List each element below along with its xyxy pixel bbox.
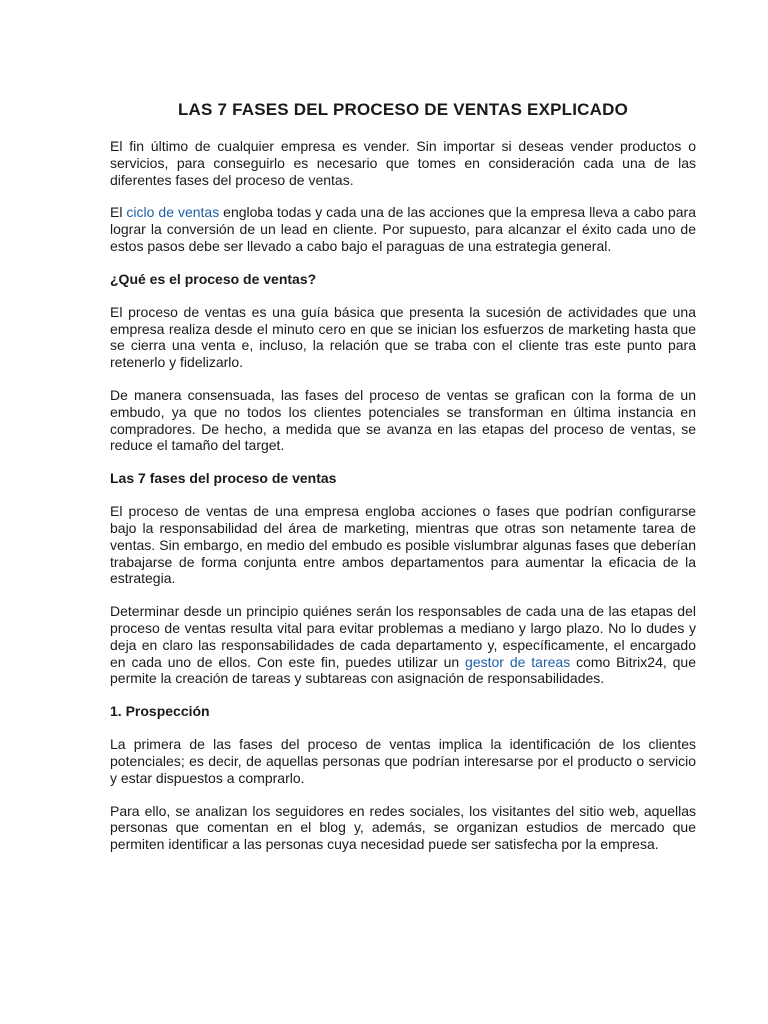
- ciclo-text-after: engloba todas y cada una de las acciones que la empresa lleva a cabo para lograr la conversión de un lead en cliente. Por supuesto, para alcanzar el éxito cada uno de estos pasos debe ser llevado a cabo bajo el paraguas de una estrategia general.: [110, 204, 696, 254]
- fases-paragraph: El proceso de ventas de una empresa engloba acciones o fases que podrían configurarse bajo la responsabilidad del área de marketing, mientras que otras son netamente tarea de ventas. Sin embargo, en medio del embudo es posible vislumbrar algunas fases que deberían trabajarse de forma conjunta entre ambos departamentos para aumentar la eficacia de la estrategia.: [110, 503, 696, 587]
- responsables-paragraph: [110, 603, 696, 687]
- heading-siete-fases: Las 7 fases del proceso de ventas: [110, 470, 337, 487]
- heading-prospeccion: 1. Prospección: [110, 703, 210, 720]
- prospeccion-paragraph-1: La primera de las fases del proceso de ventas implica la identificación de los clientes potenciales; es decir, de aquellas personas que podrían interesarse por el producto o servicio y estar dispuestos a comprarlo.: [110, 736, 696, 786]
- responsables-text-after: como Bitrix24, que permite la creación de tareas y subtareas con asignación de responsabilidades.: [110, 653, 696, 687]
- prospeccion-paragraph-2: Para ello, se analizan los seguidores en redes sociales, los visitantes del sitio web, aquellas personas que comentan en el blog y, además, se organizan estudios de mercado que permiten identificar a las personas cuya necesidad puede ser satisfecha por la empresa.: [110, 802, 696, 853]
- heading-que-es: ¿Qué es el proceso de ventas?: [110, 270, 317, 287]
- ciclo-paragraph: [110, 204, 696, 254]
- ciclo-de-ventas-link[interactable]: ciclo de ventas: [126, 204, 220, 221]
- ciclo-text-before: El: [110, 204, 127, 221]
- definition-paragraph: El proceso de ventas es una guía básica que presenta la sucesión de actividades que una empresa realiza desde el minuto cero en que se inician los esfuerzos de marketing hasta que se cierra una venta e, incluso, la relación que se traba con el cliente tras este punto para retenerlo y fidelizarlo.: [110, 303, 696, 371]
- intro-paragraph: El fin último de cualquier empresa es vender. Sin importar si deseas vender productos o servicios, para conseguirlo es necesario que tomes en consideración cada una de las diferentes fases del proceso de ventas.: [110, 138, 696, 188]
- responsables-text-before: Determinar desde un principio quiénes serán los responsables de cada una de las etapas del proceso de ventas resulta vital para evitar problemas a mediano y largo plazo. No lo dudes y deja en claro las responsabilidades de cada departamento y, específicamente, el encargado en cada uno de ellos. Con este fin, puedes utilizar un: [110, 603, 696, 670]
- document-title: LAS 7 FASES DEL PROCESO DE VENTAS EXPLICADO: [177, 100, 629, 119]
- gestor-de-tareas-link[interactable]: gestor de tareas: [465, 653, 571, 670]
- embudo-paragraph: De manera consensuada, las fases del proceso de ventas se grafican con la forma de un embudo, ya que no todos los clientes potenciales se transforman en última instancia en compradores. De hecho, a medida que se avanza en las etapas del proceso de ventas, se reduce el tamaño del target.: [110, 386, 696, 454]
